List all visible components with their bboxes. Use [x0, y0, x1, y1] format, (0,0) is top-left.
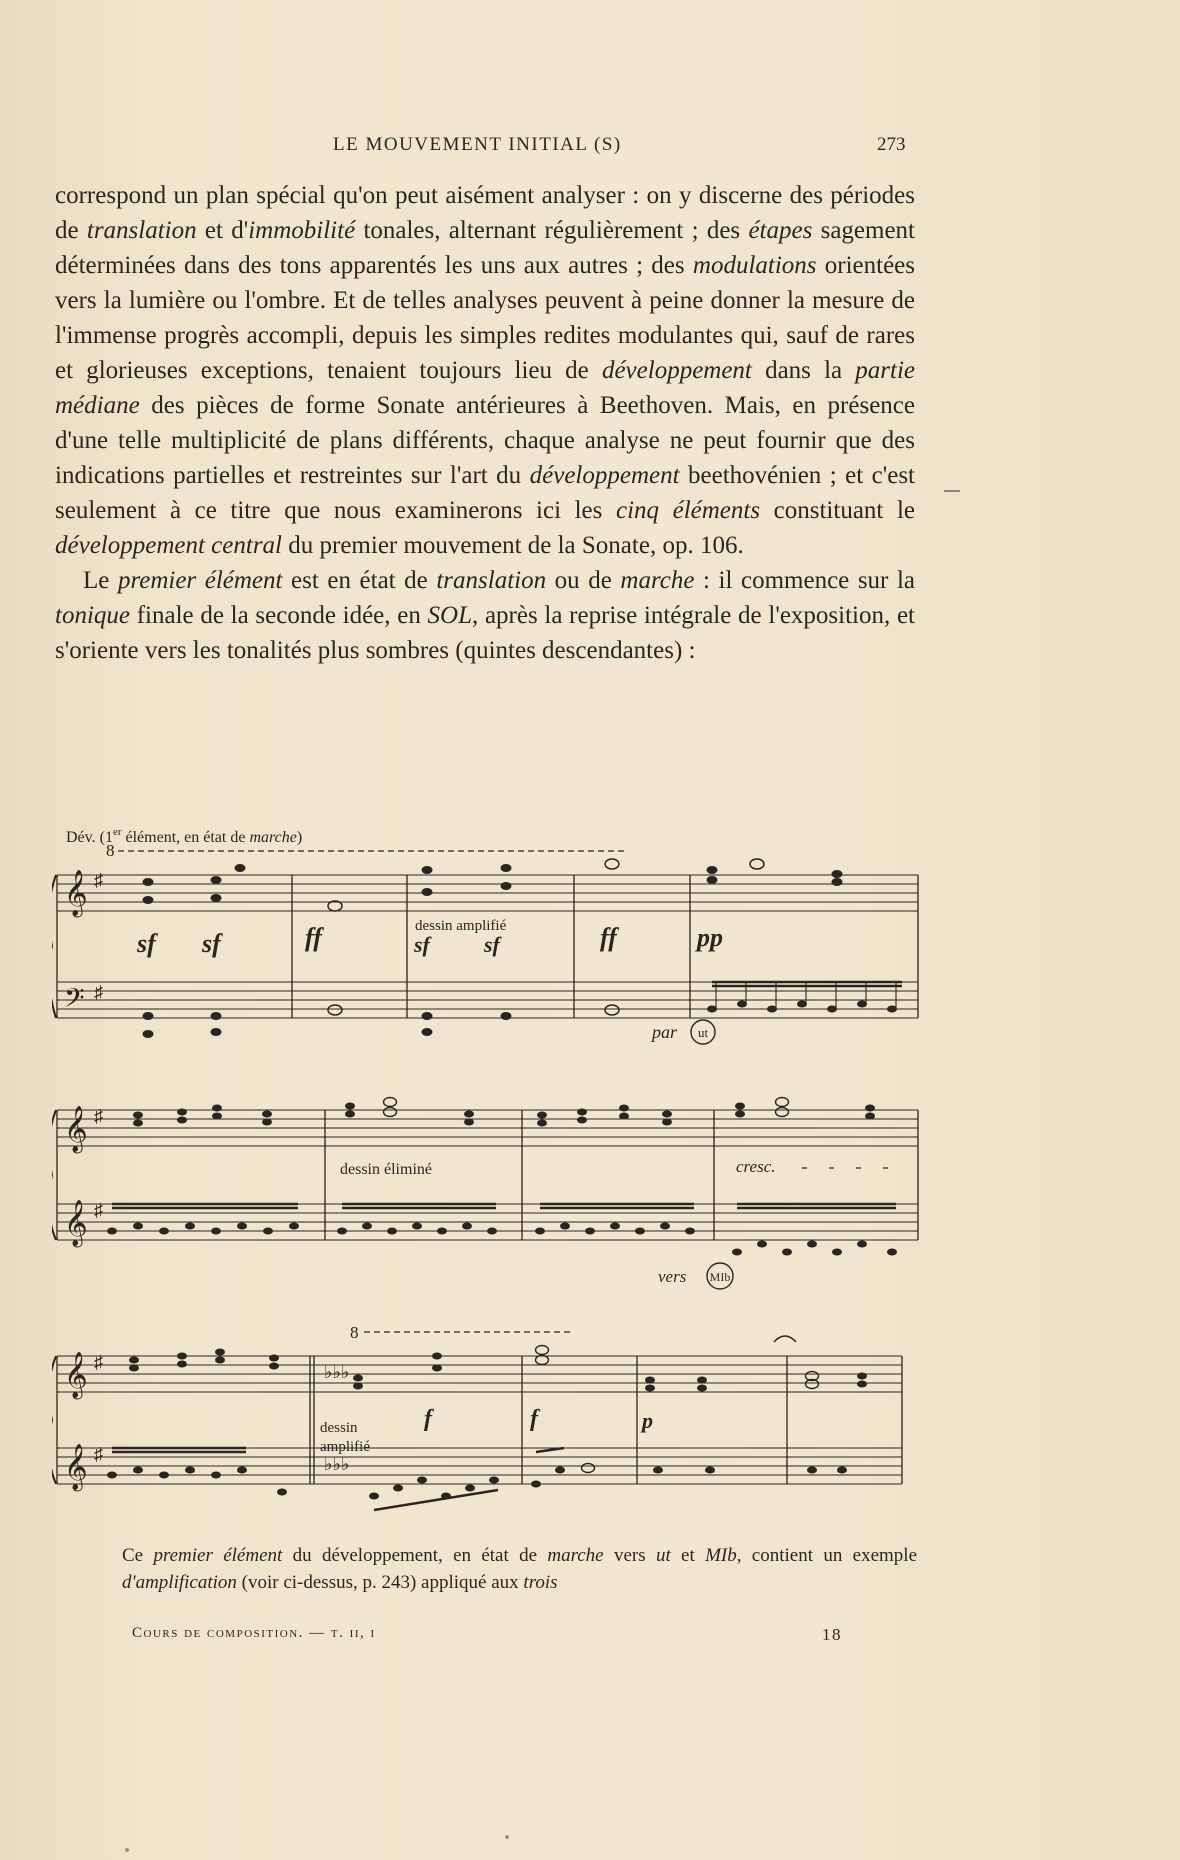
paper-speck — [125, 1848, 129, 1852]
dynamic-f: f — [530, 1406, 538, 1432]
label-dessin: dessin — [320, 1420, 358, 1436]
label-dessin-amplifie: dessin amplifié — [415, 918, 507, 934]
dynamic-ff: ff — [600, 923, 617, 952]
music-example — [52, 820, 922, 1530]
fermata — [774, 1336, 796, 1342]
page-number: 273 — [877, 134, 906, 155]
treble-clef: 𝄞 — [64, 1352, 88, 1397]
barlines — [57, 1110, 918, 1240]
treble-clef: 𝄞 — [64, 1444, 88, 1489]
example-heading: Dév. (1er élément, en état de marche) — [66, 826, 303, 846]
signature-mark: 18 — [822, 1625, 842, 1644]
key-signature: ♯ — [94, 1444, 103, 1464]
dynamic-ff: ff — [305, 923, 322, 952]
staff-1-bass — [57, 982, 918, 1018]
staff-3-bass — [57, 1448, 902, 1484]
dynamic-sf: sf — [414, 932, 430, 957]
example-caption — [122, 1542, 917, 1596]
running-header — [0, 134, 1180, 164]
key-signature: ♯ — [94, 1200, 103, 1220]
system-3 — [52, 1323, 902, 1510]
dynamic-sf: sf — [202, 929, 221, 958]
ottava-mark: 8 — [350, 1323, 359, 1342]
running-title: LE MOUVEMENT INITIAL (S) — [333, 134, 622, 155]
key-signature-flats: ♭♭♭ — [324, 1454, 350, 1474]
margin-mark — [944, 490, 960, 492]
dynamic-p: p — [642, 1408, 653, 1433]
book-title: Cours de composition. — t. ii, i — [132, 1625, 376, 1641]
paragraph: correspond un plan spécial qu'on peut aisément analyser : on y discerne des périodes de translation et d'immobilité tonales, alternant régulièrement ; des étapes sagement déterminées dans des tons apparentés les uns aux autres ; des modulations orientées vers la lumière ou l'ombre. Et de telles analyses peuvent à peine donner la mesure de l'immense progrès accompli, depuis les simples redites modulantes qui, sauf de rares et glorieuses exceptions, tenaient toujours lieu de développement dans la partie médiane des pièces de forme Sonate antérieures à Beethoven. Mais, en présence d'une telle multiplicité de plans différents, chaque analyse ne peut fournir que des indications partielles et restreintes sur l'art du développement beethovénien ; et c'est seulement à ce titre que nous examinerons ici les cinq éléments constituant le développement central du premier mouvement de la Sonate, op. 106. — [55, 182, 916, 559]
page-footer — [0, 1625, 1180, 1649]
paragraph: Le premier élément est en état de translation ou de marche : il commence sur la tonique finale de la seconde idée, en SOL, après la reprise intégrale de l'exposition, et s'oriente vers les tonalités plus sombres (quintes descendantes) : — [55, 567, 915, 664]
label-key-ut: ut — [697, 1025, 709, 1040]
dynamic-pp: pp — [697, 923, 723, 952]
system-2 — [52, 1098, 918, 1290]
key-signature: ♯ — [94, 982, 103, 1002]
bass-clef: 𝄢 — [64, 983, 85, 1019]
body-text — [55, 178, 915, 668]
key-signature: ♯ — [94, 1106, 103, 1126]
ottava-mark: 8 — [106, 841, 115, 860]
caption-paragraph: Ce premier élément du développement, en état de marche vers ut et MIb, contient un exemple d'amplification (voir ci-dessus, p. 243) appliqué aux trois — [122, 1545, 918, 1593]
label-cresc: cresc. — [736, 1157, 776, 1176]
label-vers: vers — [658, 1267, 687, 1286]
brace — [52, 1110, 56, 1240]
treble-clef: 𝄞 — [64, 1106, 88, 1151]
key-signature-flats: ♭♭♭ — [324, 1362, 350, 1382]
brace — [52, 1356, 56, 1484]
dynamic-f: f — [424, 1406, 432, 1432]
key-signature: ♯ — [94, 870, 103, 890]
treble-clef: 𝄞 — [64, 870, 88, 915]
staff-2-treble — [57, 1110, 918, 1146]
label-amplifie: amplifié — [320, 1439, 370, 1455]
label-dessin-elimine: dessin éliminé — [340, 1161, 432, 1178]
dynamic-sf: sf — [484, 932, 500, 957]
label-key-mib: MIb — [709, 1270, 731, 1284]
staff-1-treble — [57, 875, 918, 911]
staff-2-bass — [57, 1204, 918, 1240]
brace — [52, 875, 56, 1018]
dynamic-sf: sf — [137, 929, 156, 958]
treble-clef: 𝄞 — [64, 1200, 88, 1245]
label-par: par — [652, 1022, 678, 1042]
paper-speck — [505, 1835, 509, 1839]
system-1 — [52, 859, 918, 1044]
key-signature: ♯ — [94, 1352, 103, 1372]
barlines — [57, 1356, 902, 1484]
